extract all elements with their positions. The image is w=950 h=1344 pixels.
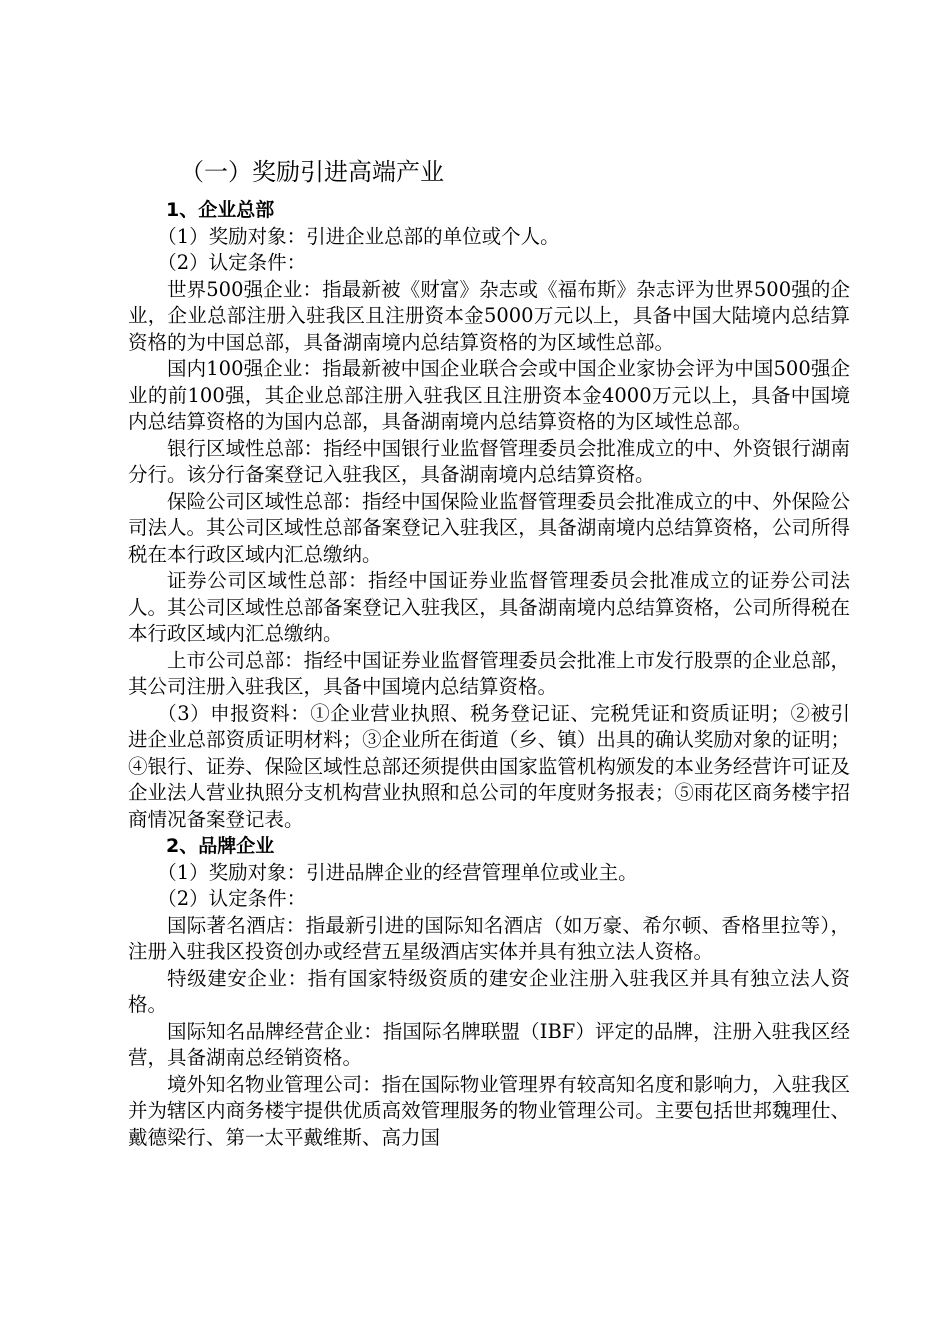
document-body [128,197,850,1151]
paragraph-construction-enterprise: 特级建安企业：指有国家特级资质的建安企业注册入驻我区并具有独立法人资格。 [128,966,850,1016]
paragraph-domestic-top-100: 国内100强企业：指最新被中国企业联合会或中国企业家协会评为中国500强企业的前100强，其企业总部注册入驻我区且注册资本金4000万元以上，具备中国境内总结算资格的为国内总部，具备湖南境内总结算资格的为区域性总部。 [128,357,850,433]
application-materials: （3）申报资料：①企业营业执照、税务登记证、完税凭证和资质证明；②被引进企业总部资质证明材料；③企业所在街道（乡、镇）出具的确认奖励对象的证明；④银行、证券、保险区域性总部还须提供由国家监管机构颁发的本业务经营许可证及企业法人营业执照分支机构营业执照和总公司的年度财务报表；⑤雨花区商务楼宇招商情况备案登记表。 [128,701,850,831]
reward-target: （1）奖励对象：引进企业总部的单位或个人。 [157,224,560,248]
paragraph-fortune-500: 世界500强企业：指最新被《财富》杂志或《福布斯》杂志评为世界500强的企业，企业总部注册入驻我区且注册资本金5000万元以上，具备中国大陆境内总结算资格的为中国总部，具备湖南境内总结算资格的为区域性总部。 [128,277,850,354]
paragraph-listed-company-hq: 上市公司总部：指经中国证券业监督管理委员会批准上市发行股票的企业总部，其公司注册入驻我区，具备中国境内总结算资格。 [128,648,850,698]
reward-target: （1）奖励对象：引进品牌企业的经营管理单位或业主。 [157,860,638,884]
paragraph-insurance-regional-hq: 保险公司区域性总部：指经中国保险业监督管理委员会批准成立的中、外保险公司法人。其公司区域性总部备案登记入驻我区，具备湖南境内总结算资格，公司所得税在本行政区域内汇总缴纳。 [128,489,850,566]
paragraph-property-management: 境外知名物业管理公司：指在国际物业管理界有较高知名度和影响力，入驻我区并为辖区内商务楼宇提供优质高效管理服务的物业管理公司。主要包括世邦魏理仕、戴德梁行、第一太平戴维斯、高力国 [128,1072,850,1149]
criteria-label: （2）认定条件： [157,887,307,910]
heading-enterprise-headquarters: 1、企业总部 [166,199,275,221]
heading-brand-enterprise: 2、品牌企业 [166,835,275,857]
criteria-label: （2）认定条件： [157,251,307,274]
paragraph-international-hotel: 国际著名酒店：指最新引进的国际知名酒店（如万豪、希尔顿、香格里拉等），注册入驻我区投资创办或经营五星级酒店实体并具有独立法人资格。 [128,913,850,963]
section-title: （一）奖励引进高端产业 [180,158,444,186]
paragraph-bank-regional-hq: 银行区域性总部：指经中国银行业监督管理委员会批准成立的中、外资银行湖南分行。该分行备案登记入驻我区，具备湖南境内总结算资格。 [128,436,850,486]
paragraph-international-brand: 国际知名品牌经营企业：指国际名牌联盟（IBF）评定的品牌，注册入驻我区经营，具备湖南总经销资格。 [128,1019,850,1069]
paragraph-securities-regional-hq: 证券公司区域性总部：指经中国证券业监督管理委员会批准成立的证券公司法人。其公司区域性总部备案登记入驻我区，具备湖南境内总结算资格，公司所得税在本行政区域内汇总缴纳。 [128,569,850,645]
